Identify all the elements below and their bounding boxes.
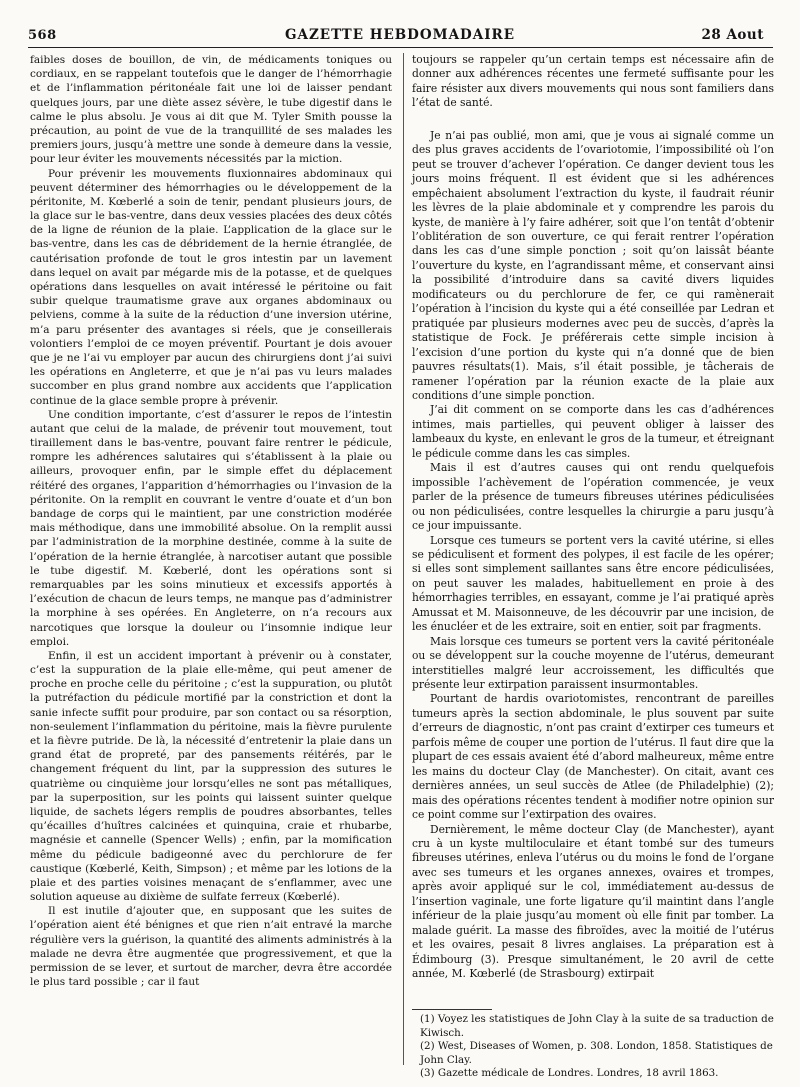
column-divider <box>403 53 404 1065</box>
paragraph: Pour prévenir les mouvements fluxionnaires abdominaux qui peuvent déterminer des hémorrhagies ou le développement de la péritonite, M. Kœberlé a soin de tenir, pendant plusieurs jours, de la glace sur le bas-ventre, dans deux vessies placées des deux côtés de la ligne de réunion de la plaie. L’application de la glace sur le bas-ventre, dans les cas de débridement de la hernie étranglée, de cautérisation profonde de tout le gros intestin par un lavement dans lequel on avait par mégarde mis de la potasse, et de quelques opérations dans lesquelles on avait intéressé le péritoine ou fait subir quelque traumatisme grave aux organes abdominaux ou pelviens, comme à la suite de la réduction d’une inversion utérine, m’a paru présenter des avantages si réels, que je conseillerais volontiers l’emploi de ce moyen préventif. Pourtant je dois avouer que je ne l’ai vu employer par aucun des chirurgiens dont j’ai suivi les opérations en Angleterre, et que je n’ai pas vu leurs malades succomber en plus grand nombre aux accidents que l’application continue de la glace semble propre à prévenir. <box>30 167 392 407</box>
paragraph: Pourtant de hardis ovariotomistes, rencontrant de pareilles tumeurs après la section abdominale, le plus souvent par suite d’erreurs de diagnostic, n’ont pas craint d’extirper ces tumeurs et parfois même de couper une portion de l’utérus. Il faut dire que la plupart de ces essais avaient été d’abord malheureux, même entre les mains du docteur Clay (de Manchester). On citait, avant ces dernières années, un seul succès de Atlee (de Philadelphie) (2); mais des opérations récentes tendent à modifier notre opinion sur ce point comme sur l’extirpation des ovaires. <box>412 692 774 822</box>
page-number: 568 <box>28 28 57 43</box>
paragraph: Lorsque ces tumeurs se portent vers la cavité utérine, si elles se pédiculisent et forment des polypes, il est facile de les opérer; si elles sont simplement saillantes sans être encore pédiculisées, on peut sauver les malades, habituellement en proie à des hémorrhagies terribles, en essayant, comme je l’ai pratiqué après Amussat et M. Maisonneuve, de les découvrir par une incision, de les énucléer et de les extraire, soit en entier, soit par fragments. <box>412 533 774 634</box>
page-header <box>0 0 800 48</box>
section-gap <box>412 111 774 129</box>
footnote: (1) Voyez les statistiques de John Clay à la suite de sa traduction de Kiwisch. <box>420 1013 774 1039</box>
footnote-rule <box>412 1009 492 1010</box>
paragraph: Enfin, il est un accident important à prévenir ou à constater, c’est la suppuration de la plaie elle-même, qui peut amener de proche en proche celle du péritoine ; c’est la suppuration, ou plutôt la putréfaction du pédicule mortifié par la constriction et dont la sanie infecte suffit pour produire, par son contact ou sa résorption, non-seulement l’inflammation du péritoine, mais la fièvre purulente et la fièvre putride. De là, la nécessité d’entretenir la plaie dans un grand état de propreté, par des pansements réitérés, par le changement fréquent du lint, par la suppression des sutures le quatrième ou cinquième jour lorsqu’elles ne sont pas métalliques, par la superposition, sur les points qui laissent suinter quelque liquide, de sachets légers remplis de poudres absorbantes, telles qu’écailles d’huîtres calcinées et quinquina, craie et rhubarbe, magnésie et cannelle (Spencer Wells) ; enfin, par la momification même du pédicule badigeonné avec du perchlorure de fer caustique (Kœberlé, Keith, Simpson) ; et même par les lotions de la plaie et des parties voisines menaçant de s’enflammer, avec une solution aqueuse au dixième de sulfate ferreux (Kœberlé). <box>30 649 392 904</box>
paragraph: Dernièrement, le même docteur Clay (de Manchester), ayant cru à un kyste multiloculaire et étant tombé sur des tumeurs fibreuses utérines, enleva l’utérus ou du moins le fond de l’organe avec ses tumeurs et les organes annexes, ovaires et trompes, après avoir appliqué sur le col, immédiatement au-dessus de l’insertion vaginale, une forte ligature qu’il maintint dans l’angle inférieur de la plaie jusqu’au moment où elle finit par tomber. La malade guérit. La masse des fibroïdes, avec la moitié de l’utérus et les ovaires, pesait 8 livres anglaises. La préparation est à Édimbourg (3). Presque simultanément, le 20 avril de cette année, M. Kœberlé (de Strasbourg) extirpait <box>412 822 774 981</box>
paragraph: Une condition importante, c’est d’assurer le repos de l’intestin autant que celui de la malade, de prévenir tout mouvement, tout tiraillement dans le bas-ventre, pouvant faire rentrer le pédicule, rompre les adhérences salutaires qui s’établissent à la plaie ou ailleurs, provoquer enfin, par le simple effet du déplacement réitéré des organes, l’apparition d’hémorrhagies ou l’invasion de la péritonite. On la remplit en couvrant le ventre d’ouate et d’un bon bandage de corps qui le maintient, par une constriction modérée mais méthodique, dans une immobilité absolue. On la remplit aussi par l’administration de la morphine destinée, comme à la suite de l’opération de la hernie étranglée, à narcotiser autant que possible le tube digestif. M. Kœberlé, dont les opérations sont si remarquables par les soins minutieux et excessifs apportés à l’exécution de chacun de leurs temps, ne manque pas d’administrer la morphine à ses opérées. En Angleterre, on n’a recours aux narcotiques que lorsque la douleur ou l’insomnie indique leur emploi. <box>30 408 392 648</box>
left-column <box>30 53 392 989</box>
journal-title: GAZETTE HEBDOMADAIRE <box>284 27 516 43</box>
paragraph: J’ai dit comment on se comporte dans les cas d’adhérences intimes, mais partielles, qui peuvent obliger à laisser des lambeaux du kyste, en enlevant le gros de la tumeur, et étreignant le pédicule comme dans les cas simples. <box>412 403 774 460</box>
paragraph: faibles doses de bouillon, de vin, de médicaments toniques ou cordiaux, en se rappelant toutefois que le danger de l’hémorrhagie et de l’inflammation péritonéale fait une loi de laisser pendant quelques jours, par une diète assez sévère, le tube digestif dans le calme le plus absolu. Je vous ai dit que M. Tyler Smith pousse la précaution, au point de vue de la tranquillité de ses malades les premiers jours, jusqu’à mettre une sonde à demeure dans la vessie, pour leur éviter les mouvements nécessités par la miction. <box>30 54 392 166</box>
issue-date: 28 Aout <box>701 27 764 43</box>
paragraph: Il est inutile d’ajouter que, en supposant que les suites de l’opération aient été bénignes et que rien n’ait entravé la marche régulière vers la guérison, la quantité des aliments administrés à la malade ne devra être augmentée que progressivement, et que la permission de se lever, et surtout de marcher, devra être accordée le plus tard possible ; car il faut <box>30 905 392 989</box>
paragraph: Mais lorsque ces tumeurs se portent vers la cavité péritonéale ou se développent sur la couche moyenne de l’utérus, demeurant interstitielles malgré leur accroissement, les difficultés que présente leur extirpation paraissent insurmontables. <box>412 634 774 692</box>
paragraph: toujours se rappeler qu’un certain temps est nécessaire afin de donner aux adhérences récentes une fermeté suffisante pour les faire résister aux divers mouvements qui nous sont familiers dans l’état de santé. <box>412 53 774 110</box>
footnote: (2) West, Diseases of Women, p. 308. London, 1858. Statistiques de John Clay. <box>420 1040 773 1066</box>
footnotes <box>412 1013 774 1081</box>
footnote: (3) Gazette médicale de Londres. Londres, 18 avril 1863. <box>420 1067 719 1080</box>
header-rule <box>28 47 773 48</box>
paragraph: Je n’ai pas oublié, mon ami, que je vous ai signalé comme un des plus graves accidents de l’ovariotomie, l’impossibilité où l’on peut se trouver d’achever l’opération. Ce danger devient tous les jours moins fréquent. Il est évident que si les adhérences empêchaient absolument l’extraction du kyste, il faudrait réunir les lèvres de la plaie abdominale et y comprendre les parois du kyste, de manière à l’y faire adhérer, soit que l’on tentât d’obtenir l’oblitération de son ouverture, ce qui ferait rentrer l’opération dans les cas d’une simple ponction ; soit qu’on laissât béante l’ouverture du kyste, en l’agrandissant même, et conservant ainsi la possibilité d’introduire dans sa cavité divers liquides modificateurs ou du perchlorure de fer, ce qui ramènerait l’opération à l’incision du kyste qui a été conseillée par Ledran et pratiquée par plusieurs modernes avec peu de succès, d’après la statistique de Fock. Je préférerais cette simple incision à l’excision d’une portion du kyste qui n’a donné que de bien pauvres résultats(1). Mais, s’il était possible, je tâcherais de ramener l’opération par la réunion exacte de la plaie aux conditions d’une simple ponction. <box>412 128 774 402</box>
paragraph: Mais il est d’autres causes qui ont rendu quelquefois impossible l’achèvement de l’opération commencée, je veux parler de la présence de tumeurs fibreuses utérines pédiculisées ou non pédiculisées, contre lesquelles la chirurgie a paru jusqu’à ce jour impuissante. <box>412 461 774 533</box>
right-column <box>412 53 774 982</box>
